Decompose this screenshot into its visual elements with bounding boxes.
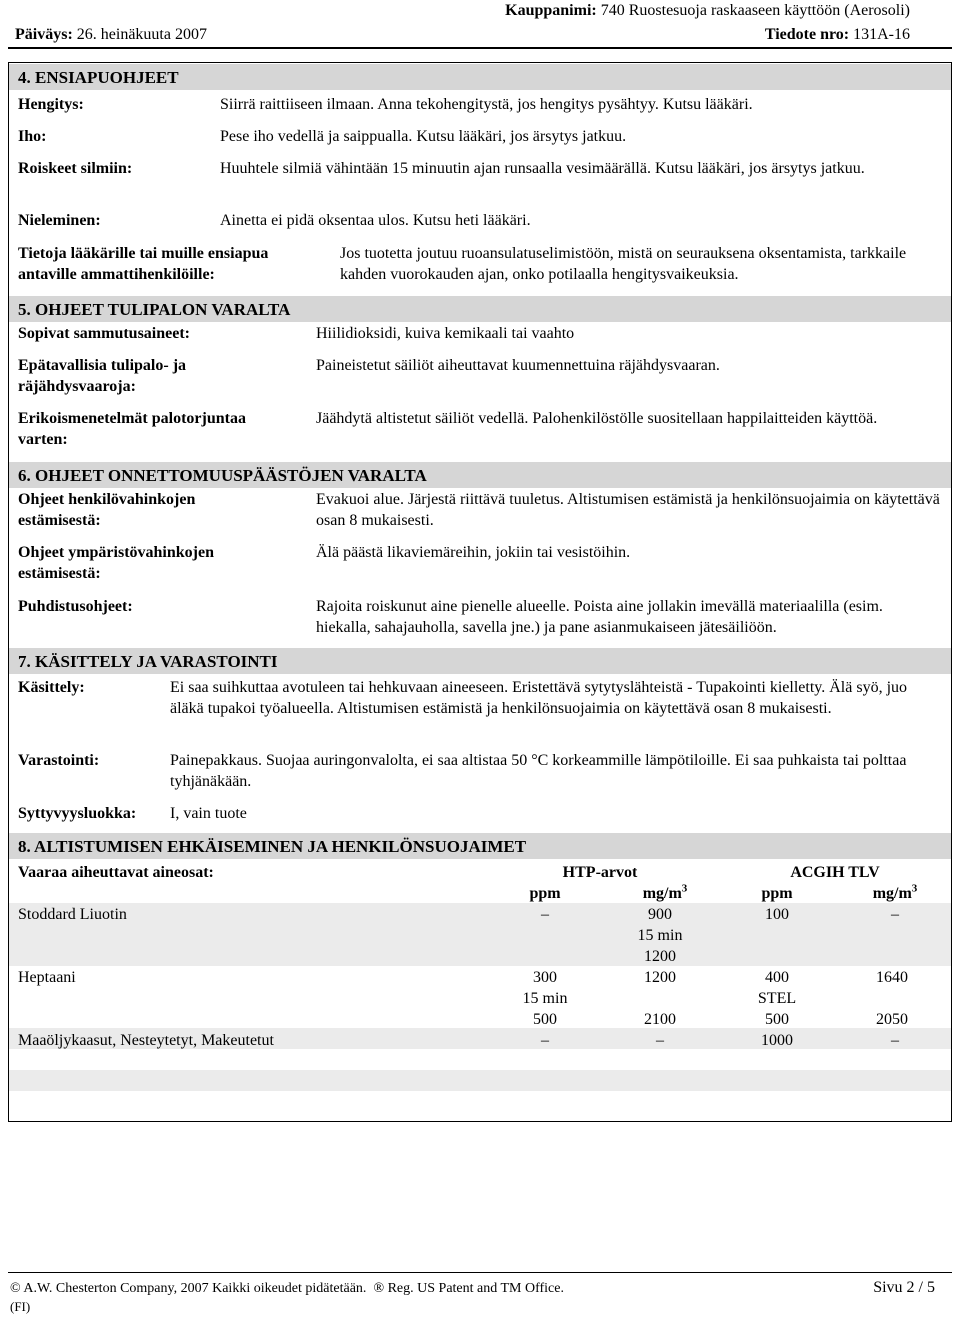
s6-label-cleanup: Puhdistusohjeet: (18, 598, 133, 615)
s8-row2-htp-ppm-c: 500 (533, 1011, 557, 1028)
s5-label-hazards: Epätavallisia tulipalo- ja räjähdysvaaroja: (18, 357, 187, 395)
s7-value-storage: Painepakkaus. Suojaa auringonvalolta, ei saa altistaa 50 °C korkeammille lämpötiloille. Ei saa puhkaista tai polttaa tyhjänäkään. (170, 752, 907, 790)
s4-value-eyes: Huuhtele silmiä vähintään 15 minuutin ajan runsaalla vesimäärällä. Kutsu lääkäri, jos ärsytys jatkuu. (220, 160, 865, 177)
bulletin-label: Tiedote nro: (764, 26, 850, 43)
s8-row2-htp-ppm-a: 300 (533, 969, 557, 986)
s6-label-environment: Ohjeet ympäristövahinkojen estämisestä: (18, 544, 214, 582)
product-label: Kauppanimi: (505, 2, 597, 19)
s6-value-cleanup: Rajoita roiskunut aine pienelle alueelle. Poista aine jollakin imevällä materiaalilla (esim. hiekalla, sahajauholla, savella jne.) ja pane asianmukaiseen jätesäiliöön. (316, 598, 883, 636)
date-value: 26. heinäkuuta 2007 (76, 26, 207, 43)
s7-label-handling: Käsittely: (18, 679, 85, 696)
s5-label-methods: Erikoismenetelmät palotorjuntaa varten: (18, 410, 246, 448)
s5-value-hazards: Paineistetut säiliöt aiheuttavat kuumennettuina räjähdysvaaran. (316, 357, 720, 374)
date-label: Päiväys: (15, 26, 73, 43)
s5-label-extinguishing: Sopivat sammutusaineet: (18, 325, 191, 342)
s8-row-shade-1 (9, 903, 951, 966)
s8-row2-acgih-mgm-a: 1640 (876, 969, 908, 986)
language-code: (FI) (10, 1299, 31, 1314)
footer-rule (8, 1272, 952, 1273)
s6-label-personal: Ohjeet henkilövahinkojen estämisestä: (18, 491, 196, 529)
s4-value-breathing: Siirrä raittiiseen ilmaan. Anna tekohengitystä, jos hengitys pysähtyy. Kutsu lääkäri. (220, 96, 753, 113)
s4-value-ingestion: Ainetta ei pidä oksentaa ulos. Kutsu heti lääkäri. (220, 212, 531, 229)
s8-row1-htp-mgm-c: 1200 (644, 948, 676, 965)
s7-value-handling: Ei saa suihkuttaa avotuleen tai hehkuvaan aineeseen. Eristettävä sytytyslähteistä - Tupakointi kielletty. Älä syö, juo äläkä tupakoi työalueella. Altistumisen estämistä ja henkilönsuojaimia on käytettävä osan 8 mukaisesti. (170, 679, 908, 717)
s7-value-flammability: I, vain tuote (170, 805, 247, 822)
s7-label-storage: Varastointi: (18, 752, 100, 769)
s8-row2-htp-mgm-a: 1200 (644, 969, 676, 986)
s8-htp-mgm (630, 883, 700, 904)
s5-value-methods: Jäähdytä altistetut säiliöt vedellä. Palohenkilöstölle suositellaan happilaitteiden käyttöä. (316, 410, 878, 427)
s8-row2-htp-ppm-b: 15 min (522, 990, 568, 1007)
s8-row2-name: Heptaani (18, 969, 76, 986)
s8-row1-name: Stoddard Liuotin (18, 906, 127, 923)
s8-col-label: Vaaraa aiheuttavat aineosat: (18, 864, 214, 881)
s8-row3-acgih-ppm: 1000 (761, 1032, 793, 1049)
section-4-title: 4. ENSIAPUOHJEET (18, 68, 179, 87)
s8-htp-mgm-text: mg/m (642, 885, 682, 902)
s8-htp-ppm: ppm (529, 885, 561, 902)
s8-row1-htp-mgm-a: 900 (648, 906, 672, 923)
s8-acgih-ppm: ppm (761, 885, 793, 902)
s8-htp-mgm-sup: 3 (681, 882, 688, 895)
s8-row1-htp-mgm-b: 15 min (637, 927, 683, 944)
s8-htp-header: HTP-arvot (562, 864, 638, 881)
page-number: Sivu 2 / 5 (873, 1279, 935, 1296)
s6-value-environment: Älä päästä likaviemäreihin, jokiin tai vesistöihin. (316, 544, 631, 561)
product-name (505, 0, 910, 21)
s8-row2-acgih-ppm-a: 400 (765, 969, 789, 986)
s8-row2-acgih-ppm-c: 500 (765, 1011, 789, 1028)
s4-value-physician: Jos tuotetta joutuu ruoansulatuselimistöön, mistä on seurauksena oksentamista, tarkkaile kahden vuorokauden ajan, onko potilaalla hengitysvaikeuksia. (340, 245, 907, 283)
copyright-icon: © (10, 1281, 21, 1296)
bulletin-number (765, 24, 910, 45)
section-6-title: 6. OHJEET ONNETTOMUUSPÄÄSTÖJEN VARALTA (18, 466, 427, 485)
s5-value-extinguishing: Hiilidioksidi, kuiva kemikaali tai vaahto (316, 325, 575, 342)
s8-row1-acgih-ppm: 100 (765, 906, 789, 923)
s8-row2-acgih-mgm-c: 2050 (876, 1011, 908, 1028)
s8-acgih-header: ACGIH TLV (790, 864, 880, 881)
s4-label-eyes: Roiskeet silmiin: (18, 160, 133, 177)
s7-label-flammability: Syttyvyysluokka: (18, 805, 137, 822)
s8-row2-htp-mgm-c: 2100 (644, 1011, 676, 1028)
s8-acgih-mgm-sup: 3 (911, 882, 918, 895)
s8-row1-htp-ppm: – (541, 906, 549, 923)
section-5-title: 5. OHJEET TULIPALON VARALTA (18, 300, 291, 319)
product-value: 740 Ruostesuoja raskaaseen käyttöön (Aerosoli) (600, 2, 910, 19)
s6-value-personal: Evakuoi alue. Järjestä riittävä tuuletus. Altistumisen estämistä ja henkilönsuojaimia on käytettävä osan 8 mukaisesti. (316, 491, 940, 529)
reg-text: Reg. US Patent and TM Office. (387, 1281, 564, 1296)
section-7-title: 7. KÄSITTELY JA VARASTOINTI (18, 652, 278, 671)
s4-label-physician: Tietoja lääkärille tai muille ensiapua antaville ammattihenkilöille: (18, 245, 269, 283)
s4-label-ingestion: Nieleminen: (18, 212, 101, 229)
copyright-text: A.W. Chesterton Company, 2007 Kaikki oikeudet pidätetään. (23, 1281, 367, 1296)
s8-row-shade-5 (9, 1070, 951, 1091)
s8-acgih-mgm-text: mg/m (872, 885, 912, 902)
section-8-title: 8. ALTISTUMISEN EHKÄISEMINEN JA HENKILÖNSUOJAIMET (18, 837, 527, 856)
s8-row3-htp-mgm: – (656, 1032, 664, 1049)
s4-value-skin: Pese iho vedellä ja saippualla. Kutsu lääkäri, jos ärsytys jatkuu. (220, 128, 627, 145)
s8-acgih-mgm (860, 883, 930, 904)
s8-row3-htp-ppm: – (541, 1032, 549, 1049)
s4-label-skin: Iho: (18, 128, 47, 145)
s8-row2-acgih-ppm-b: STEL (757, 990, 797, 1007)
registered-icon: ® (373, 1281, 385, 1296)
s4-label-breathing: Hengitys: (18, 96, 84, 113)
s8-row1-acgih-mgm: – (891, 906, 899, 923)
header-rule (8, 47, 952, 49)
footer-copyright (10, 1278, 564, 1299)
s8-row3-acgih-mgm: – (891, 1032, 899, 1049)
date (15, 24, 207, 45)
s8-row3-name: Maaöljykaasut, Nesteytetyt, Makeutetut (18, 1032, 274, 1049)
bulletin-value: 131A-16 (853, 26, 910, 43)
